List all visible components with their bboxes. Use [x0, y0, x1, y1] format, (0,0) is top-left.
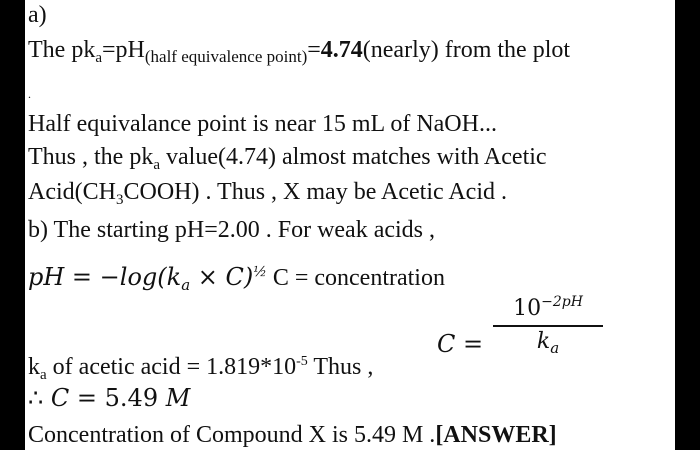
fraction-bar — [493, 325, 603, 327]
result-line — [28, 384, 190, 412]
ka-text-3: Thus , — [307, 354, 374, 380]
part-b-text: b) The starting pH=2.00 . For weak acids , — [28, 217, 436, 243]
ka-text-1: k — [28, 354, 40, 380]
final-text: Concentration of Compound X is 5.49 M . — [28, 422, 436, 448]
formula-subscript: a — [181, 276, 191, 294]
thus-text-1: Thus , the pk — [28, 144, 154, 170]
result-value: = 5.49 — [76, 384, 166, 412]
therefore-symbol: ∴ — [28, 384, 51, 412]
half-equivalence-subscript: (half equivalence point) — [144, 47, 308, 66]
pka-text-2: =pH — [101, 37, 145, 63]
ph-formula — [28, 258, 445, 299]
thus-line — [28, 143, 547, 179]
half-equivalence-text: Half equivalance point is near 15 mL of NaOH... — [28, 111, 497, 137]
part-a-label — [28, 1, 47, 29]
denominator-subscript: a — [550, 338, 560, 357]
stray-dot — [28, 80, 31, 108]
thus-text-2: value(4.74) almost matches with Acetic — [160, 144, 547, 170]
pka-text-4: (nearly) from the plot — [362, 37, 571, 63]
pka-text-3: = — [307, 37, 321, 63]
c-fraction — [493, 294, 603, 357]
result-unit: M — [165, 384, 191, 412]
stray-dot-text: . — [28, 87, 31, 101]
answer-document — [25, 0, 675, 450]
numerator-base: 10 — [513, 296, 542, 321]
acid-text-1: Acid(CH — [28, 179, 116, 205]
formula-times: × — [190, 263, 226, 291]
ka-line — [28, 348, 373, 389]
pka-statement — [28, 36, 570, 72]
part-b-line — [28, 216, 435, 244]
half-equivalence-line — [28, 110, 497, 138]
denominator-k: k — [536, 328, 551, 354]
answer-tag: [ANSWER] — [435, 422, 557, 448]
ka-text-2: of acetic acid = 1.819*10 — [46, 354, 297, 380]
pka-subscript: a — [95, 50, 102, 66]
part-a-label-text: a) — [28, 2, 47, 28]
formula-lhs: pH — [28, 263, 72, 291]
formula-exponent: ½ — [253, 264, 267, 280]
pka-value: 4.74 — [320, 37, 363, 63]
ka-subscript: a — [40, 367, 47, 383]
c-lhs: C = — [437, 330, 484, 358]
formula-rhs-b: C) — [225, 263, 254, 291]
numerator-exponent: −2pH — [541, 294, 583, 310]
acid-text-2: COOH) . Thus , X may be Acetic Acid . — [123, 179, 507, 205]
result-c: C — [50, 384, 77, 412]
acid-subscript: 3 — [115, 192, 124, 208]
formula-note: C = concentration — [266, 265, 445, 291]
thus-subscript: a — [153, 157, 160, 173]
formula-equals: = — [71, 263, 100, 291]
final-answer-line — [28, 421, 557, 449]
fraction-denominator — [493, 329, 603, 357]
pka-text-1: The pk — [28, 37, 96, 63]
c-equals — [437, 330, 483, 358]
acetic-acid-line — [28, 178, 507, 214]
ka-exponent: -5 — [296, 354, 308, 369]
fraction-numerator — [493, 294, 603, 321]
formula-rhs-a: −log(k — [99, 263, 182, 291]
